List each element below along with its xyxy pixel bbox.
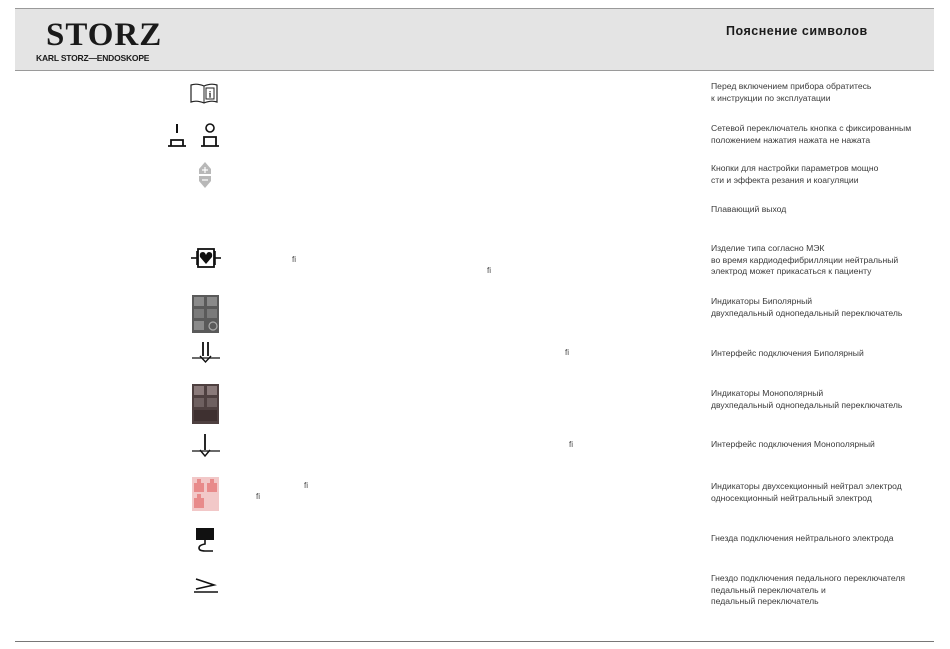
description-up-down-buttons: Кнопки для настройки параметров мощно сти и эффекта резания и коагуляции — [711, 163, 879, 185]
bipolar-interface-icon — [192, 342, 220, 369]
page-header — [15, 8, 934, 71]
up-down-buttons-icon — [198, 161, 212, 194]
neutral-electrode-indicators-icon — [192, 477, 219, 516]
defibrillation-proof-heart-icon — [190, 246, 222, 275]
page-title: Пояснение символов — [726, 24, 868, 38]
description-monopolar-indicators: Индикаторы Монополярный двухпедальный однопедальный переключатель — [711, 388, 903, 410]
monopolar-interface-icon — [192, 434, 220, 463]
description-floating-output: Плавающий выход — [711, 204, 787, 214]
description-bipolar-interface: Интерфейс подключения Биполярный — [711, 348, 864, 358]
storz-logo — [36, 17, 176, 69]
description-book-info: Перед включением прибора обратитесь к инструкции по эксплуатации — [711, 81, 872, 103]
bipolar-indicators-icon — [192, 295, 219, 338]
stray-mark: fi — [565, 348, 569, 357]
stray-mark: fi — [487, 266, 491, 275]
description-neutral-electrode-socket: Гнезда подключения нейтрального электрода — [711, 533, 894, 543]
stray-mark: fi — [304, 481, 308, 490]
description-neutral-electrode-indicators: Индикаторы двухсекционный нейтрал электрод односекционный нейтральный электрод — [711, 481, 902, 503]
svg-text:i: i — [208, 89, 212, 100]
stray-mark: fi — [569, 440, 573, 449]
description-monopolar-interface: Интерфейс подключения Монополярный — [711, 439, 875, 449]
footer-divider — [15, 641, 934, 642]
stray-mark: fi — [292, 255, 296, 264]
description-bipolar-indicators: Индикаторы Биполярный двухпедальный однопедальный переключатель — [711, 296, 903, 318]
logo-sub-text: KARL STORZ—ENDOSKOPE — [36, 53, 150, 63]
power-switch-icon — [166, 123, 222, 154]
monopolar-indicators-icon — [192, 384, 219, 429]
description-defibrillation-proof: Изделие типа согласно МЭК во время кардиодефибрилляции нейтральный электрод может прикасаться к пациенту — [711, 243, 899, 276]
description-footswitch-socket: Гнездо подключения педального переключателя педальный переключатель и педальный переключатель — [711, 573, 906, 606]
footswitch-socket-icon — [193, 575, 219, 600]
description-power-switch: Сетевой переключатель кнопка с фиксированным положением нажатия нажата не нажата — [711, 123, 912, 145]
logo-main-text: STORZ — [46, 17, 163, 53]
stray-mark: fi — [256, 492, 260, 501]
neutral-electrode-socket-icon — [196, 528, 216, 561]
book-info-icon — [190, 82, 218, 109]
